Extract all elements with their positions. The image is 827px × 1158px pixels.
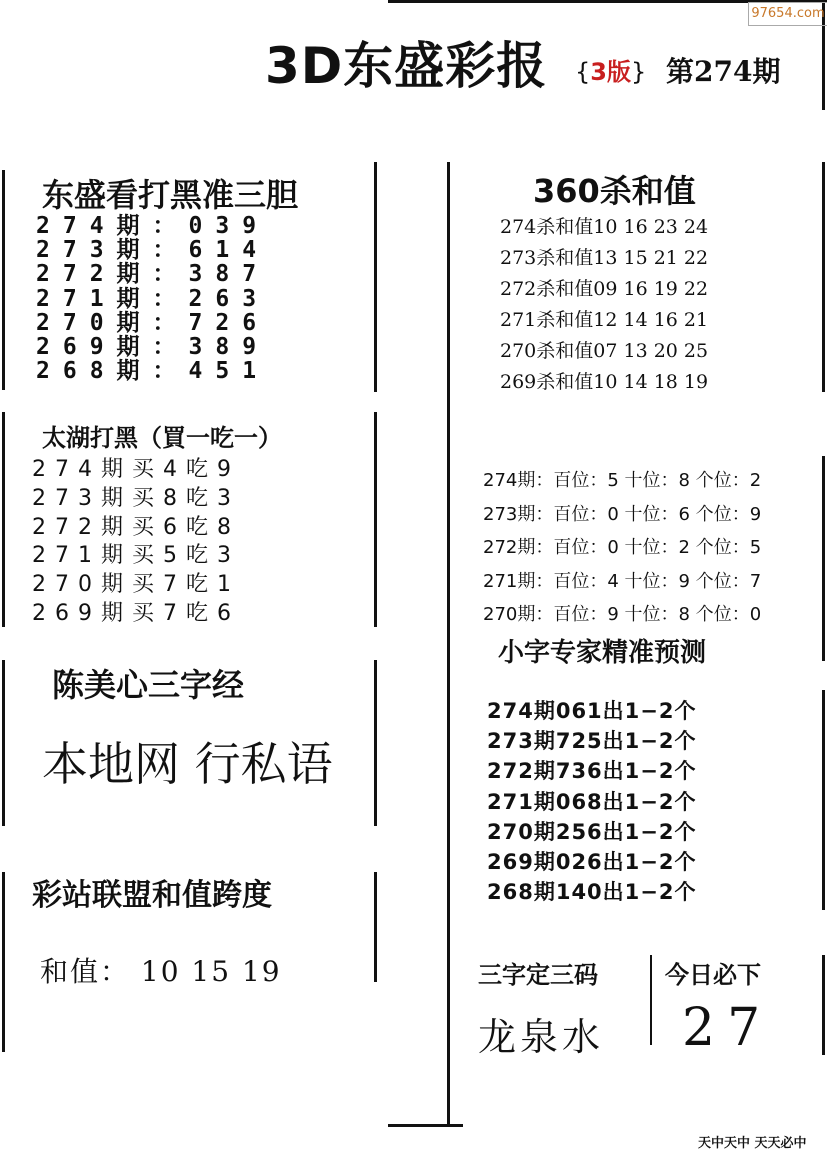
list-item: 272期：387 bbox=[36, 261, 270, 288]
list-item: 270期买7吃1 bbox=[32, 572, 240, 598]
sanzi-title: 三字定三码 bbox=[478, 961, 598, 989]
left-border-3 bbox=[2, 660, 5, 826]
list-item: 269期026出1−2个 bbox=[487, 849, 697, 874]
dongsheng-title: 东盛看打黑准三胆 bbox=[42, 176, 299, 214]
list-item: 273期：614 bbox=[36, 237, 270, 264]
list-item: 271期：百位：4 十位：9 个位：7 bbox=[483, 570, 762, 592]
sanzi-divider bbox=[650, 955, 652, 1045]
list-item: 272期买6吃8 bbox=[32, 514, 240, 540]
right-border-3 bbox=[822, 690, 825, 910]
list-item: 274期：百位：5 十位：8 个位：2 bbox=[483, 470, 762, 491]
edition-badge bbox=[575, 52, 646, 87]
center-trunk bbox=[447, 162, 450, 1126]
issue-number: 第274期 bbox=[666, 55, 781, 88]
caizhan-title: 彩站联盟和值跨度 bbox=[32, 878, 272, 913]
list-item: 271杀和值12 14 16 21 bbox=[500, 309, 709, 331]
chen-title: 陈美心三字经 bbox=[52, 666, 245, 704]
edition-brace-open: { bbox=[575, 58, 591, 86]
left-border-1 bbox=[2, 170, 5, 390]
mid-left-line-1 bbox=[374, 162, 377, 392]
list-item: 270期：726 bbox=[36, 309, 270, 336]
sha-title: 360杀和值 bbox=[533, 172, 696, 210]
list-item: 268期140出1−2个 bbox=[487, 880, 697, 905]
sanzi-author: 龙泉水 bbox=[478, 1015, 605, 1059]
list-item: 273期买8吃3 bbox=[32, 485, 240, 511]
expert-title: 小字专家精准预测 bbox=[498, 638, 707, 668]
sha-list bbox=[500, 212, 708, 398]
edition-brace-close: } bbox=[630, 58, 647, 86]
today-title: 今日必下 bbox=[665, 961, 761, 989]
list-item: 270杀和值07 13 20 25 bbox=[500, 340, 709, 362]
positions-list bbox=[483, 464, 761, 632]
edition-label: 3版 bbox=[590, 58, 631, 86]
list-item: 273杀和值13 15 21 22 bbox=[500, 247, 709, 269]
taihu-list bbox=[32, 456, 240, 629]
page-title: 3D东盛彩报 bbox=[265, 37, 548, 95]
mid-left-line-4 bbox=[374, 872, 377, 982]
list-item: 269期：389 bbox=[36, 333, 270, 360]
right-border-2 bbox=[822, 456, 825, 661]
list-item: 272杀和值09 16 19 22 bbox=[500, 278, 709, 300]
list-item: 273期725出1−2个 bbox=[487, 729, 697, 754]
site-watermark: 97654.com bbox=[748, 2, 827, 26]
expert-list bbox=[487, 696, 697, 907]
list-item: 271期买5吃3 bbox=[32, 543, 240, 569]
right-border-4 bbox=[822, 955, 825, 1055]
list-item: 271期068出1−2个 bbox=[487, 789, 697, 814]
list-item: 272期736出1−2个 bbox=[487, 759, 697, 784]
right-border-1 bbox=[822, 162, 825, 392]
list-item: 274期061出1−2个 bbox=[487, 699, 697, 723]
list-item: 271期：263 bbox=[36, 285, 270, 312]
mid-left-line-3 bbox=[374, 660, 377, 826]
footer-watermark: 天中天中 天天必中 bbox=[698, 1136, 807, 1151]
bottom-base-line bbox=[388, 1124, 463, 1127]
taihu-title: 太湖打黑（買一吃一） bbox=[42, 424, 282, 452]
list-item: 274期买4吃9 bbox=[32, 457, 240, 482]
list-item: 268期：451 bbox=[36, 358, 270, 385]
list-item: 272期：百位：0 十位：2 个位：5 bbox=[483, 537, 762, 558]
left-border-4 bbox=[2, 872, 5, 1052]
list-item: 273期：百位：0 十位：6 个位：9 bbox=[483, 503, 762, 525]
list-item: 269期买7吃6 bbox=[32, 600, 240, 626]
dongsheng-list bbox=[36, 214, 269, 383]
caizhan-sum-values: 和值： 10 15 19 bbox=[40, 955, 282, 988]
list-item: 274杀和值10 16 23 24 bbox=[500, 216, 709, 238]
list-item: 270期256出1−2个 bbox=[487, 819, 697, 844]
list-item: 270期：百位：9 十位：8 个位：0 bbox=[483, 604, 762, 625]
chen-slogan: 本地网 行私语 bbox=[42, 737, 333, 791]
today-number: 27 bbox=[682, 998, 773, 1058]
mid-left-line-2 bbox=[374, 412, 377, 627]
list-item: 269杀和值10 14 18 19 bbox=[500, 371, 709, 393]
left-border-2 bbox=[2, 412, 5, 627]
list-item: 274期：039 bbox=[36, 213, 270, 239]
